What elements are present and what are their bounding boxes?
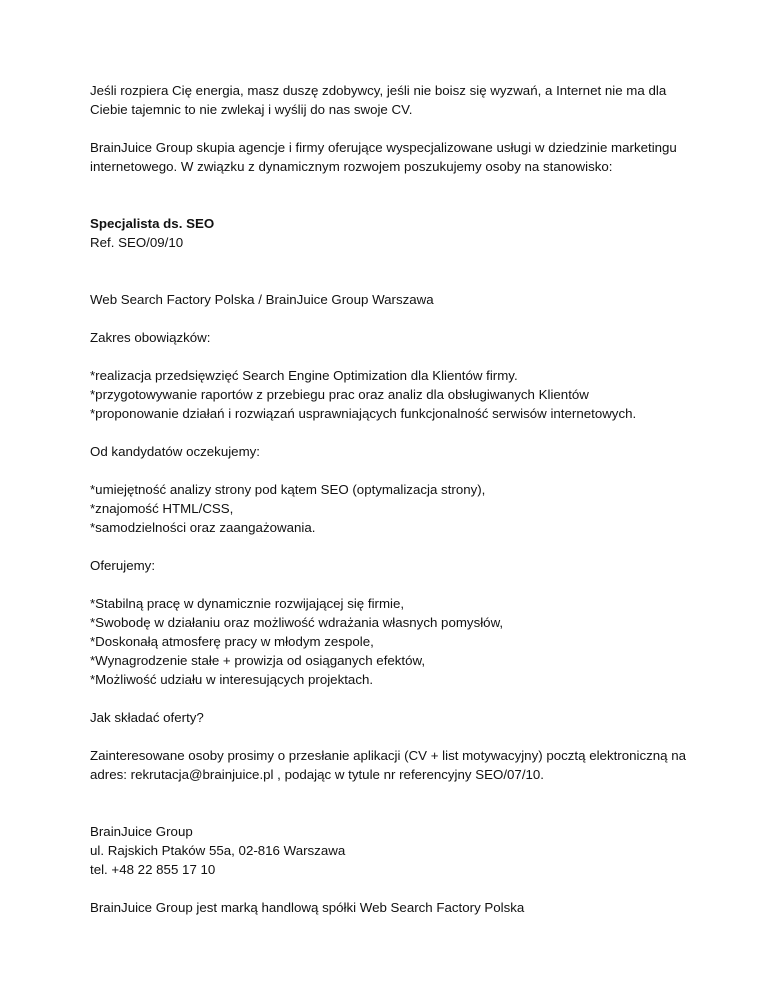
list-item: *umiejętność analizy strony pod kątem SEO (optymalizacja strony), xyxy=(90,482,486,497)
list-item: *samodzielności oraz zaangażowania. xyxy=(90,520,316,535)
footer-note-text: BrainJuice Group jest marką handlową spółki Web Search Factory Polska xyxy=(90,900,525,915)
list-item: *Możliwość udziału w interesujących projektach. xyxy=(90,672,374,687)
apply-line-1: Zainteresowane osoby prosimy o przesłanie aplikacji (CV + list motywacyjny) pocztą elektroniczną na xyxy=(90,748,687,763)
apply-paragraph xyxy=(90,746,710,784)
duties-heading xyxy=(90,328,710,347)
position-ref: Ref. SEO/09/10 xyxy=(90,235,184,250)
offer-heading-text: Oferujemy: xyxy=(90,558,156,573)
list-item: *znajomość HTML/CSS, xyxy=(90,501,234,516)
requirements-list xyxy=(90,480,710,537)
location-line xyxy=(90,290,710,309)
location-text: Web Search Factory Polska / BrainJuice Group Warszawa xyxy=(90,292,434,307)
contact-block xyxy=(90,822,710,879)
requirements-heading-text: Od kandydatów oczekujemy: xyxy=(90,444,260,459)
intro-line-1: Jeśli rozpiera Cię energia, masz duszę zdobywcy, jeśli nie boisz się wyzwań, a Internet nie ma dla xyxy=(90,83,667,98)
intro-line-2: Ciebie tajemnic to nie zwlekaj i wyślij do nas swoje CV. xyxy=(90,102,413,117)
list-item: *Wynagrodzenie stałe + prowizja od osiąganych efektów, xyxy=(90,653,426,668)
offer-heading xyxy=(90,556,710,575)
contact-phone: tel. +48 22 855 17 10 xyxy=(90,862,216,877)
list-item: *przygotowywanie raportów z przebiegu prac oraz analiz dla obsługiwanych Klientów xyxy=(90,387,589,402)
list-item: *Doskonałą atmosferę pracy w młodym zespole, xyxy=(90,634,374,649)
apply-heading-text: Jak składać oferty? xyxy=(90,710,204,725)
company-intro-paragraph xyxy=(90,138,710,176)
contact-address: ul. Rajskich Ptaków 55a, 02-816 Warszawa xyxy=(90,843,346,858)
apply-line-2: adres: rekrutacja@brainjuice.pl , podając w tytule nr referencyjny SEO/07/10. xyxy=(90,767,544,782)
list-item: *realizacja przedsięwzięć Search Engine Optimization dla Klientów firmy. xyxy=(90,368,518,383)
document-page xyxy=(90,81,710,917)
requirements-heading xyxy=(90,442,710,461)
list-item: *Stabilną pracę w dynamicznie rozwijającej się firmie, xyxy=(90,596,405,611)
company-intro-line-2: internetowego. W związku z dynamicznym rozwojem poszukujemy osoby na stanowisko: xyxy=(90,159,613,174)
position-title: Specjalista ds. SEO xyxy=(90,216,215,231)
duties-list xyxy=(90,366,710,423)
duties-heading-text: Zakres obowiązków: xyxy=(90,330,211,345)
list-item: *Swobodę w działaniu oraz możliwość wdrażania własnych pomysłów, xyxy=(90,615,504,630)
footer-note xyxy=(90,898,710,917)
apply-heading xyxy=(90,708,710,727)
company-intro-line-1: BrainJuice Group skupia agencje i firmy oferujące wyspecjalizowane usługi w dziedzinie marketingu xyxy=(90,140,677,155)
offer-list xyxy=(90,594,710,689)
contact-name: BrainJuice Group xyxy=(90,824,193,839)
position-block xyxy=(90,214,710,252)
list-item: *proponowanie działań i rozwiązań usprawniających funkcjonalność serwisów internetowych. xyxy=(90,406,637,421)
intro-paragraph xyxy=(90,81,710,119)
